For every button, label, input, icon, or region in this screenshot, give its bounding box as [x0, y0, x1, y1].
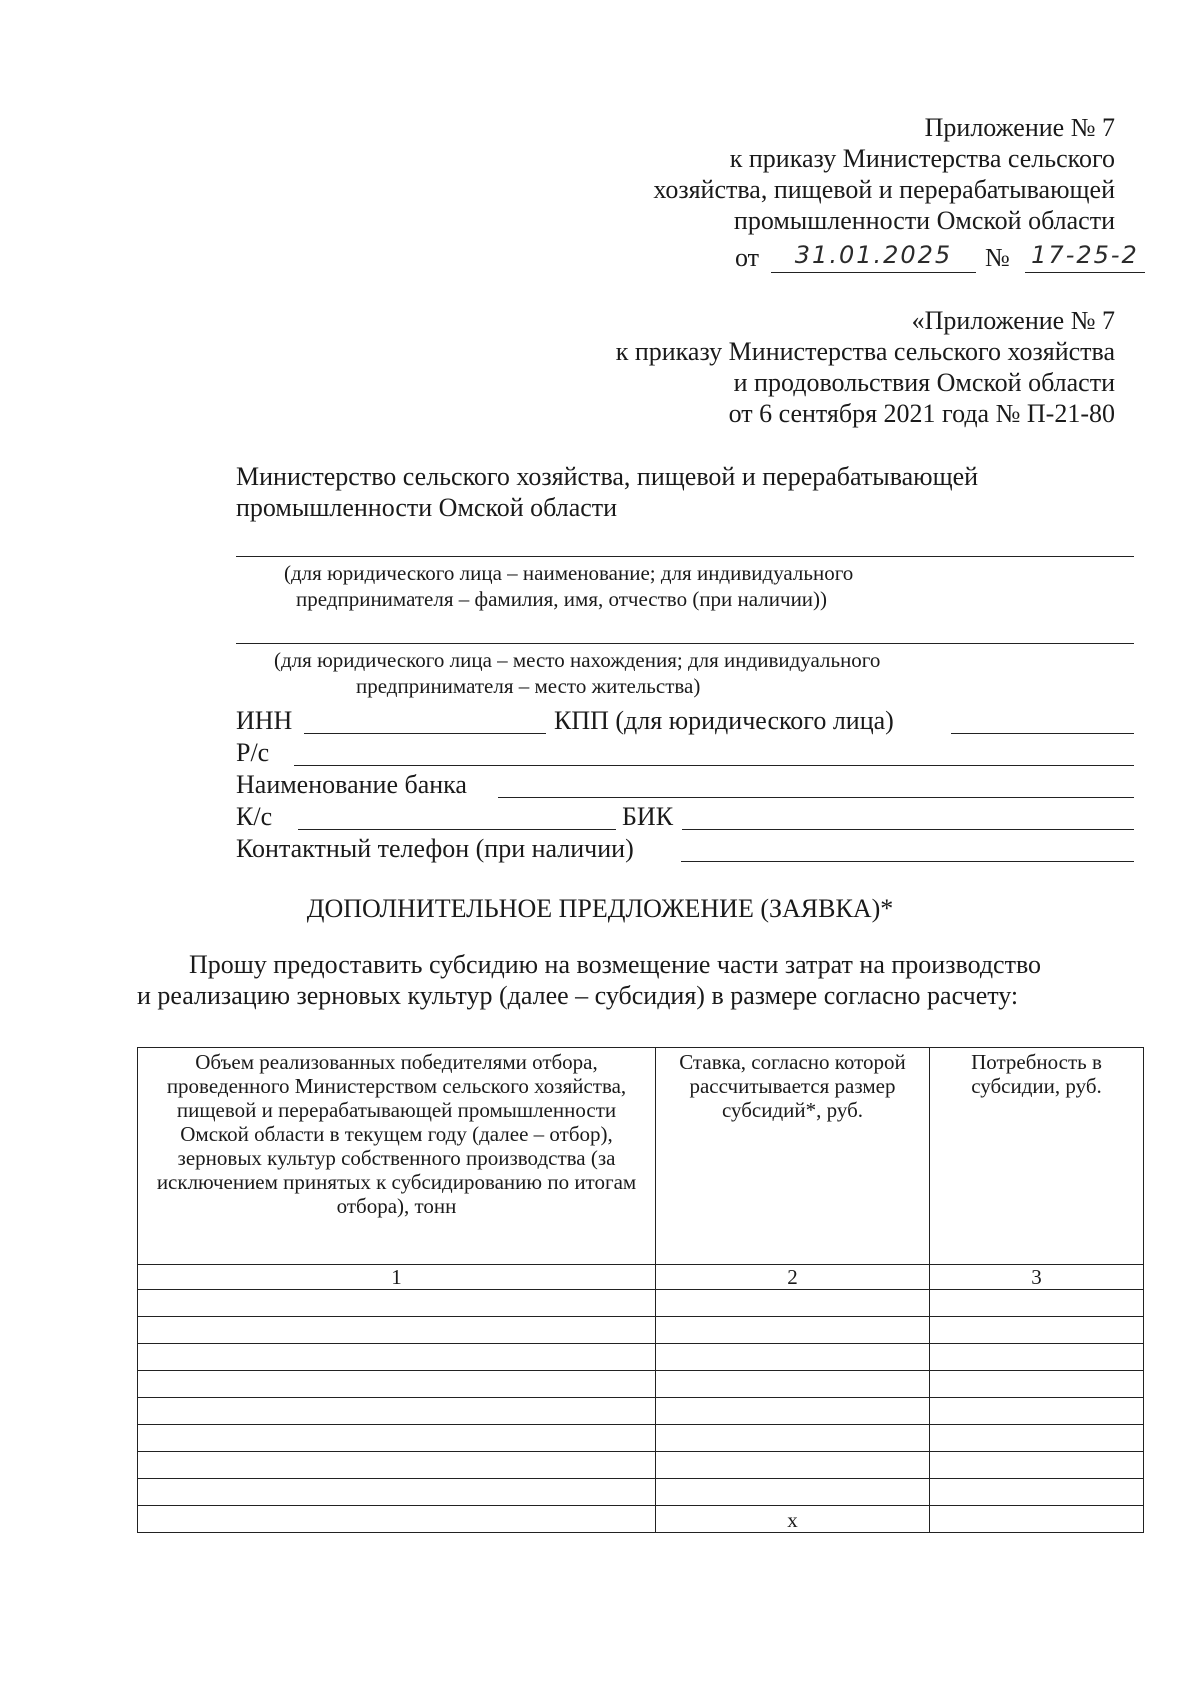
table-cell[interactable] — [138, 1506, 656, 1533]
original-annex-line: и продовольствия Омской области — [733, 368, 1115, 397]
table-cell[interactable] — [138, 1425, 656, 1452]
table-total-row — [138, 1506, 1144, 1533]
annex-date-line — [735, 242, 1145, 276]
table-cell[interactable] — [656, 1371, 930, 1398]
table-row — [138, 1371, 1144, 1398]
col-number: 1 — [138, 1265, 656, 1290]
bank-field[interactable] — [498, 769, 1134, 798]
table-cell[interactable] — [930, 1452, 1144, 1479]
phone-label: Контактный телефон (при наличии) — [236, 834, 634, 863]
table-cell[interactable] — [930, 1425, 1144, 1452]
table-cell[interactable] — [656, 1398, 930, 1425]
table-cell[interactable] — [930, 1371, 1144, 1398]
table-cell[interactable] — [930, 1317, 1144, 1344]
original-annex-line: от 6 сентября 2021 года № П-21-80 — [728, 399, 1115, 428]
kpp-field[interactable] — [951, 705, 1134, 734]
table-cell[interactable] — [138, 1344, 656, 1371]
table-cell[interactable] — [138, 1452, 656, 1479]
original-annex-line: к приказу Министерства сельского хозяйства — [615, 337, 1115, 366]
subsidy-calculation-table — [137, 1047, 1144, 1533]
table-cell[interactable] — [138, 1371, 656, 1398]
table-row — [138, 1452, 1144, 1479]
table-cell[interactable] — [656, 1344, 930, 1371]
kpp-label: КПП (для юридического лица) — [554, 706, 894, 735]
col-number: 2 — [656, 1265, 930, 1290]
table-number-row — [138, 1265, 1144, 1290]
table-row — [138, 1344, 1144, 1371]
date-handwritten: 31.01.2025 — [771, 240, 976, 273]
annex-header — [415, 112, 1115, 236]
inn-label: ИНН — [236, 706, 293, 735]
bank-row — [236, 769, 1134, 801]
original-annex-title: «Приложение № 7 — [911, 306, 1115, 335]
col1-header: Объем реализованных победителями отбора, проведенного Министерством сельского хозяйства, пищевой и перерабатывающей промышленности Омской области в текущем году (далее – отбор), зерновых культур собственного производства (за исключением принятых к субсидированию по итогам отбора), тонн — [138, 1048, 656, 1265]
request-paragraph — [137, 949, 1143, 1011]
ks-bik-row — [236, 801, 1134, 833]
col2-header: Ставка, согласно которой рассчитывается размер субсидий*, руб. — [656, 1048, 930, 1265]
applicant-name-field[interactable] — [236, 556, 1134, 557]
applicant-address-field[interactable] — [236, 643, 1134, 644]
table-cell[interactable] — [930, 1290, 1144, 1317]
caption-line: (для юридического лица – место нахождения; для индивидуального — [274, 648, 881, 672]
date-prefix: от — [735, 243, 760, 272]
table-row — [138, 1425, 1144, 1452]
caption-line: предпринимателя – место жительства) — [356, 674, 701, 698]
table-cell[interactable] — [138, 1317, 656, 1344]
document-title: ДОПОЛНИТЕЛЬНОЕ ПРЕДЛОЖЕНИЕ (ЗАЯВКА)* — [306, 894, 894, 923]
phone-row — [236, 833, 1134, 865]
table-cell[interactable] — [930, 1506, 1144, 1533]
table-cell[interactable] — [138, 1479, 656, 1506]
table-row — [138, 1479, 1144, 1506]
annex-line: к приказу Министерства сельского — [729, 144, 1115, 173]
applicant-address-caption — [236, 647, 1134, 699]
caption-line: (для юридического лица – наименование; для индивидуального — [284, 561, 854, 585]
inn-field[interactable] — [304, 705, 546, 734]
number-handwritten: 17-25-2 — [1025, 240, 1145, 273]
table-cell[interactable] — [930, 1344, 1144, 1371]
table-row — [138, 1398, 1144, 1425]
table-cell[interactable] — [656, 1290, 930, 1317]
col-number: 3 — [930, 1265, 1144, 1290]
paragraph-line: и реализацию зерновых культур (далее – субсидия) в размере согласно расчету: — [137, 981, 1019, 1010]
bik-label: БИК — [622, 802, 674, 831]
number-prefix: № — [985, 243, 1010, 272]
col3-header: Потребность в субсидии, руб. — [930, 1048, 1144, 1265]
bank-label: Наименование банка — [236, 770, 467, 799]
rs-row — [236, 737, 1134, 769]
paragraph-line: Прошу предоставить субсидию на возмещение части затрат на производство — [189, 950, 1042, 979]
table-cell[interactable] — [138, 1290, 656, 1317]
ks-label: К/с — [236, 802, 273, 831]
addressee-line: Министерство сельского хозяйства, пищевой и перерабатывающей — [236, 462, 979, 491]
table-row — [138, 1317, 1144, 1344]
original-annex-header — [415, 305, 1115, 429]
addressee — [236, 461, 1136, 523]
table-row — [138, 1290, 1144, 1317]
total-rate-cell: x — [656, 1506, 930, 1533]
applicant-name-caption — [236, 560, 1134, 612]
annex-title: Приложение № 7 — [924, 113, 1115, 142]
table-cell[interactable] — [656, 1425, 930, 1452]
table-cell[interactable] — [656, 1479, 930, 1506]
table-header-row — [138, 1048, 1144, 1265]
addressee-line: промышленности Омской области — [236, 493, 618, 522]
annex-line: промышленности Омской области — [733, 206, 1115, 235]
table-cell[interactable] — [138, 1398, 656, 1425]
table-cell[interactable] — [656, 1452, 930, 1479]
caption-line: предпринимателя – фамилия, имя, отчество (при наличии)) — [296, 587, 828, 611]
annex-line: хозяйства, пищевой и перерабатывающей — [653, 175, 1115, 204]
inn-kpp-row — [236, 705, 1134, 737]
bik-field[interactable] — [682, 801, 1134, 830]
phone-field[interactable] — [681, 833, 1134, 862]
rs-field[interactable] — [294, 737, 1134, 766]
ks-field[interactable] — [298, 801, 616, 830]
table-cell[interactable] — [656, 1317, 930, 1344]
table-cell[interactable] — [930, 1398, 1144, 1425]
rs-label: Р/с — [236, 738, 270, 767]
table-cell[interactable] — [930, 1479, 1144, 1506]
